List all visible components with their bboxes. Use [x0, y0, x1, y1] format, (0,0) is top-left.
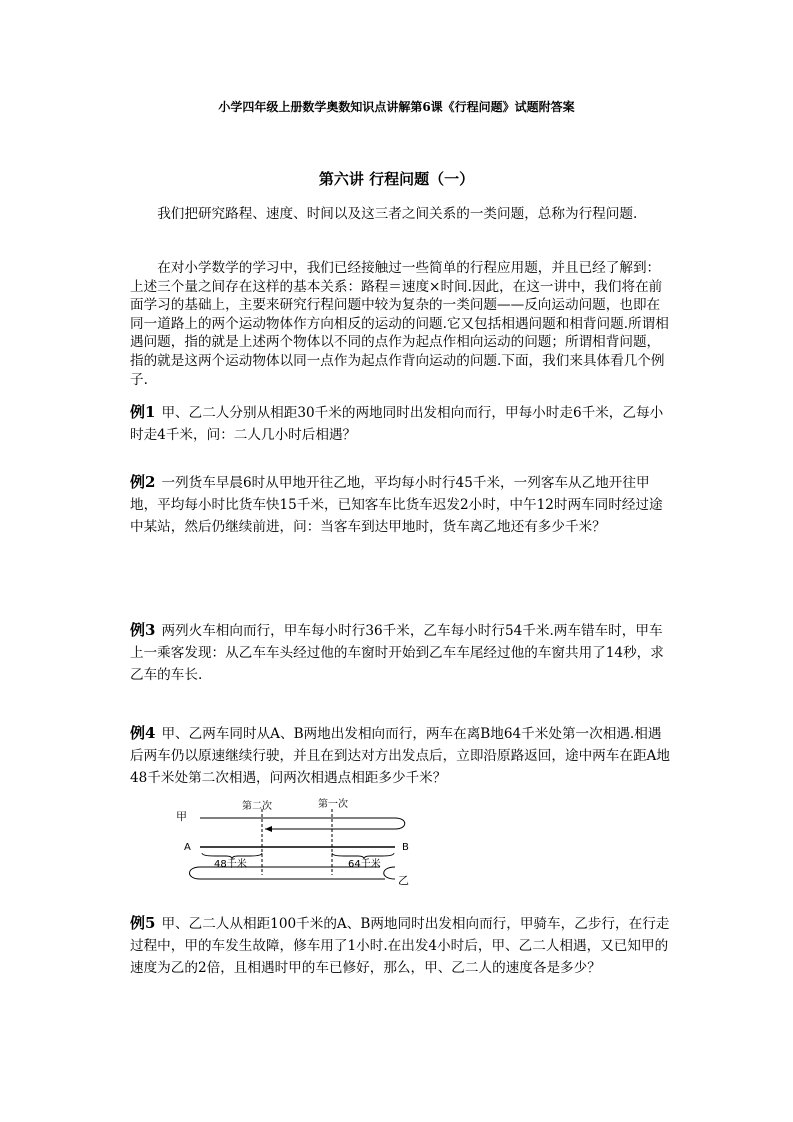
distance-64: 64千米: [348, 859, 381, 870]
label-first-meet: 第一次: [318, 799, 348, 810]
example-label: 例1: [130, 403, 156, 421]
point-a: A: [184, 842, 191, 853]
example-text: 甲、乙二人分别从相距30千米的两地同时出发相向而行，甲每小时走6千米，乙每小时走4千米，问：二人几小时后相遇？: [130, 405, 664, 443]
example-3: [130, 619, 670, 686]
example-5: [130, 912, 670, 979]
example-text: 甲、乙两车同时从A、B两地出发相向而行，两车在离B地64千米处第一次相遇.相遇后两车仍以原速继续行驶，并且在到达对方出发点后，立即沿原路返回，途中两车在距A地48千米处第二次相遇，问两次相遇点相距多少千米？: [130, 726, 670, 786]
label-second-meet: 第二次: [242, 801, 272, 812]
example-label: 例5: [130, 914, 156, 932]
example-text: 两列火车相向而行，甲车每小时行36千米，乙车每小时行54千米.两车错车时，甲车上一乘客发现：从乙车车头经过他的车窗时开始到乙车车尾经过他的车窗共用了14秒，求乙车的车长.: [130, 623, 664, 683]
label-jia: 甲: [176, 810, 187, 823]
label-yi: 乙: [398, 874, 409, 887]
example-label: 例2: [130, 473, 156, 491]
meeting-diagram: [170, 795, 420, 890]
point-b: B: [402, 842, 409, 853]
jia-arrowhead: [265, 826, 272, 832]
intro-paragraph-1: 我们把研究路程、速度、时间以及这三者之间关系的一类问题，总称为行程问题.: [157, 206, 638, 222]
yi-turnaround: [190, 867, 201, 879]
lecture-title: 第六讲 行程问题（一）: [318, 170, 475, 188]
intro-paragraph-2: 在对小学数学的学习中，我们已经接触过一些简单的行程应用题，并且已经了解到：上述三个量之间存在这样的基本关系：路程＝速度×时间.因此，在这一讲中，我们将在前面学习的基础上，主要来研究行程问题中较为复杂的一类问题——反向运动问题，也即在同一道路上的两个运动物体作方向相反的运动的问题.它又包括相遇问题和相背问题.所谓相遇问题，指的就是上述两个物体以不同的点作为起点作相向运动的问题；所谓相背问题，指的就是这两个运动物体以同一点作为起点作背向运动的问题.下面，我们来具体看几个例子.: [130, 260, 669, 388]
jia-turnaround: [395, 818, 405, 829]
example-4: [130, 722, 670, 789]
document-title: 小学四年级上册数学奥数知识点讲解第6课《行程问题》试题附答案: [218, 100, 575, 114]
example-2: [130, 471, 670, 538]
example-text: 甲、乙二人从相距100千米的A、B两地同时出发相向而行，甲骑车，乙步行，在行走过程中，甲的车发生故障，修车用了1小时.在出发4小时后，甲、乙二人相遇，又已知甲的速度为乙的2倍，且相遇时甲的车已修好，那么，甲、乙二人的速度各是多少？: [130, 916, 670, 976]
example-text: 一列货车早晨6时从甲地开往乙地，平均每小时行45千米，一列客车从乙地开往甲地，平均每小时比货车快15千米，已知客车比货车迟发2小时，中午12时两车同时经过途中某站，然后仍继续前进，问：当客车到达甲地时，货车离乙地还有多少千米？: [130, 475, 663, 535]
example-label: 例4: [130, 724, 156, 742]
example-label: 例3: [130, 621, 156, 639]
example-1: [130, 401, 670, 446]
distance-48: 48千米: [214, 859, 247, 870]
yi-path-forward: [384, 867, 395, 879]
